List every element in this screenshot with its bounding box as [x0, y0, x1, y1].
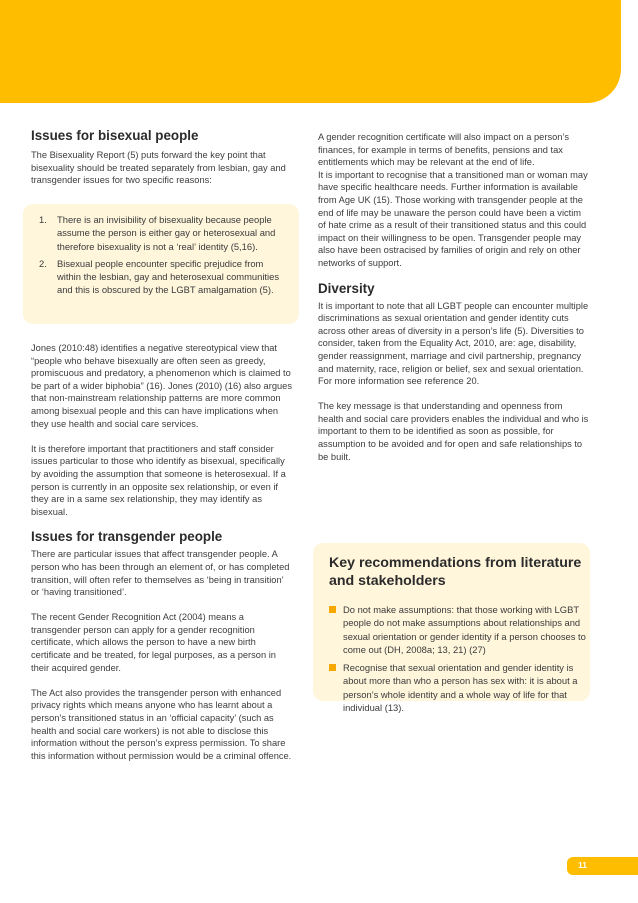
recommendation-item [329, 603, 587, 656]
page-number: 11 [578, 860, 587, 870]
left-column-lower [31, 342, 293, 762]
reason-text: There is an invisibility of bisexuality because people assume the person is either gay or heterosexual and therefore bisexuality is not a ‘real’ identity (5,16). [57, 214, 276, 252]
right-column [318, 131, 590, 463]
transgender-heading: Issues for transgender people [31, 529, 223, 545]
bisexual-heading: Issues for bisexual people [31, 128, 199, 143]
recommendation-item [329, 661, 587, 714]
square-bullet-icon [329, 664, 336, 671]
recommendations-list [329, 603, 587, 719]
jones-paragraph: Jones (2010:48) identifies a negative stereotypical view that “people who behave bisexually are often seen as greedy, promiscuous and predatory, a phenomenon which is claimed to be part of a wider biphobia” (16). Jones (2010) (16) also argues that non-mainstream relationship patterns are more common among bisexual people and this can have implications when they use health and social care services. [31, 343, 292, 429]
reason-text: Bisexual people encounter specific prejudice from within the lesbian, gay and heterosexual communities and this is obscured by the LGBT amalgamation (5). [57, 257, 280, 296]
transgender-paragraph-3: The Act also provides the transgender person with enhanced privacy rights which means anyone who has learnt about a person’s transitioned status in an ‘official capacity’ (such as health and social care workers) is not able to disclose this information without the person’s express permission. To share this information without permission would be a criminal offence. [31, 687, 292, 761]
bisexual-reasons-box [23, 204, 299, 324]
healthcare-needs-paragraph: It is important to recognise that a transitioned man or woman may have specific healthcare needs. Further information is available from Age UK (15). Those working with transgender people at the end of life may be unaware the person could have been a victim of hate crime as a result of their transitioned status and this could impact on their willingness to be open. Transgender people may also have been ostracised by families of origin and rely on other networks of support. [318, 169, 588, 268]
reason-number: 1. [39, 214, 47, 225]
left-column [31, 127, 293, 187]
bisexual-importance-paragraph: It is therefore important that practitioners and staff consider issues particular to those who identify as bisexual, specifically by avoiding the assumption that someone is heterosexual. If a person is currently in an opposite sex relationship, or even if they are in a same sex relationship, they may identify as bisexual. [31, 443, 286, 517]
recommendations-heading: Key recommendations from literature and stakeholders [329, 555, 582, 589]
bisexual-intro: The Bisexuality Report (5) puts forward the key point that bisexuality should be treated separately from lesbian, gay and transgender issues for two specific reasons: [31, 150, 286, 186]
page-number-tab [567, 857, 638, 875]
reasons-list [39, 213, 285, 301]
transgender-paragraph-1: There are particular issues that affect transgender people. A person who has been through an element of, or has completed transition, will often refer to themselves as ‘being in transition’ or ‘having transitioned’. [31, 549, 290, 598]
recommendation-text: Recognise that sexual orientation and gender identity is about more than who a person has sex with: it is about a person’s whole identity and a whole way of life for that individual (13). [343, 662, 578, 714]
reason-item [39, 257, 285, 297]
reason-item [39, 213, 285, 253]
transgender-paragraph-2: The recent Gender Recognition Act (2004) means a transgender person can apply for a gender recognition certificate, which allows the person to have a new birth certificate and be treated, for legal purposes, as a person in their acquired gender. [31, 612, 276, 673]
diversity-heading: Diversity [318, 280, 375, 296]
key-message-paragraph: The key message is that understanding and openness from health and social care providers enables the individual and who is important to them to be identified as soon as possible, for assumption to be avoided and for open and safe relationships to be built. [318, 401, 589, 462]
square-bullet-icon [329, 606, 336, 613]
certificate-paragraph: A gender recognition certificate will also impact on a person’s finances, for example in terms of benefits, pensions and tax entitlements which may be relevant at the end of life. [318, 132, 569, 168]
key-recommendations-box [313, 543, 590, 714]
header-banner [0, 0, 621, 103]
recommendation-text: Do not make assumptions: that those working with LGBT people do not make assumptions about relationships and sexual orientation or gender identity if a person chooses to come out (DH, 2008a; 13, 21) (27) [343, 604, 586, 655]
diversity-paragraph: It is important to note that all LGBT people can encounter multiple discriminations as sexual orientation and gender identity cuts across other areas of diversity in a person’s life (5). Diversities to consider, taken from the Equality Act, 2010, are: age, disability, gender reassignment, marriage and civil partnership, pregnancy and maternity, race, religion or belief, sex and sexual orientation. For more information see reference 20. [318, 300, 589, 387]
reason-number: 2. [39, 257, 47, 269]
